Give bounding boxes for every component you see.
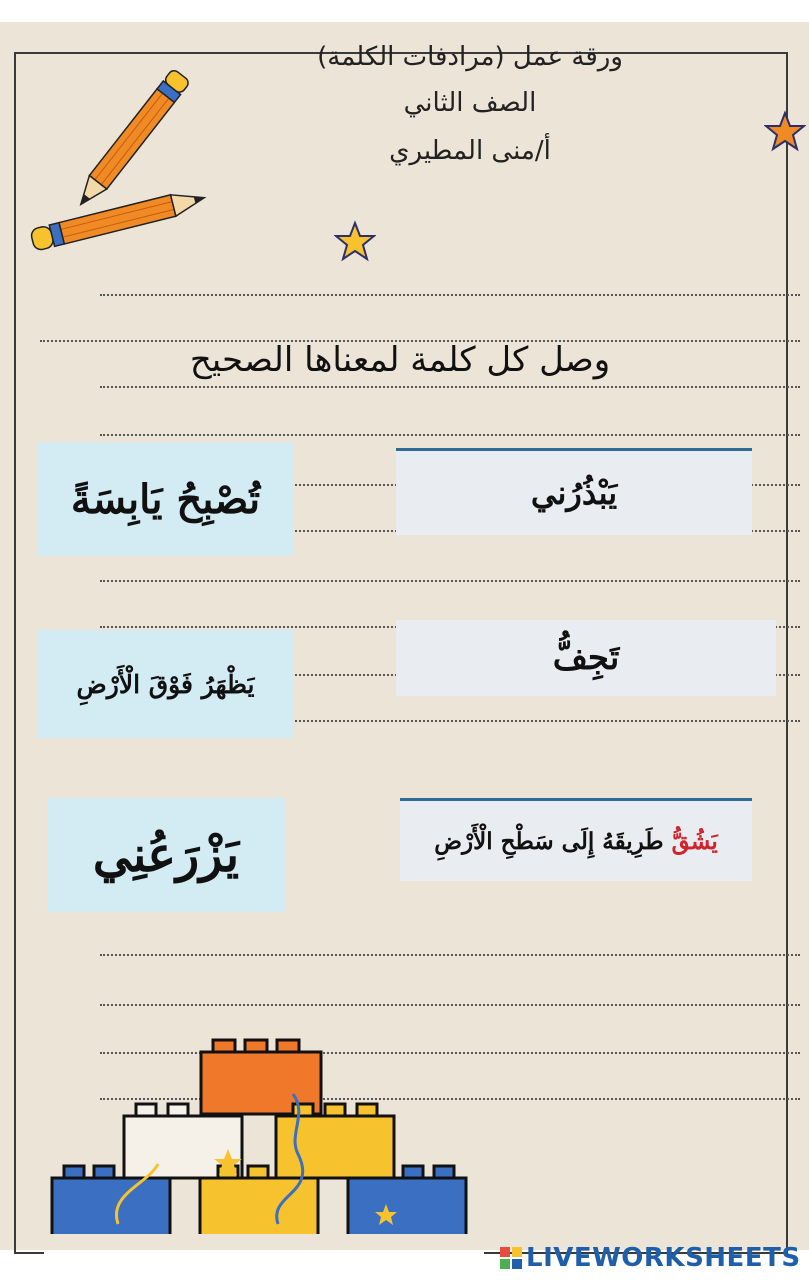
- teacher-name: أ/منى المطيري: [389, 136, 551, 166]
- right-card-text: طَرِيقَهُ إِلَى سَطْحِ الْأَرْضِ: [434, 827, 664, 855]
- worksheet-page: [0, 22, 809, 1250]
- left-card-1[interactable]: [38, 442, 293, 556]
- left-card-text: تُصْبِحُ يَابِسَةً: [70, 475, 261, 523]
- frame-bottom-left: [14, 1252, 44, 1254]
- right-card-text: يَبْذُرُني: [530, 474, 618, 512]
- right-card-2[interactable]: [396, 620, 776, 696]
- dotted-line: [100, 580, 800, 582]
- left-card-text: يَزْرَعُنِي: [92, 827, 240, 883]
- dotted-line: [100, 386, 800, 388]
- dotted-line: [100, 1004, 800, 1006]
- logo-text: LIVEWORKSHEETS: [526, 1243, 801, 1273]
- left-card-2[interactable]: [38, 630, 293, 738]
- grade-label: الصف الثاني: [403, 88, 537, 118]
- dotted-line: [100, 294, 800, 296]
- pencils-illustration: [20, 40, 230, 255]
- left-card-3[interactable]: [47, 798, 285, 912]
- right-card-text: تَجِفُّ: [552, 638, 620, 678]
- right-card-3[interactable]: [400, 798, 752, 881]
- star-icon: [334, 220, 376, 262]
- instruction-heading: وصل كل كلمة لمعناها الصحيح: [189, 340, 611, 380]
- logo-icon: [500, 1247, 522, 1269]
- right-card-1[interactable]: [396, 448, 752, 535]
- dotted-line: [100, 434, 800, 436]
- liveworksheets-logo[interactable]: [500, 1238, 801, 1278]
- dotted-line: [100, 954, 800, 956]
- left-card-text: يَظْهَرُ فَوْقَ الْأَرْضِ: [76, 669, 255, 699]
- worksheet-title: ورقة عمل (مرادفات الكلمة): [317, 42, 623, 72]
- highlighted-word: يَشُقُّ: [671, 827, 718, 855]
- toy-bricks-illustration: [48, 1034, 473, 1234]
- star-icon: [764, 110, 806, 152]
